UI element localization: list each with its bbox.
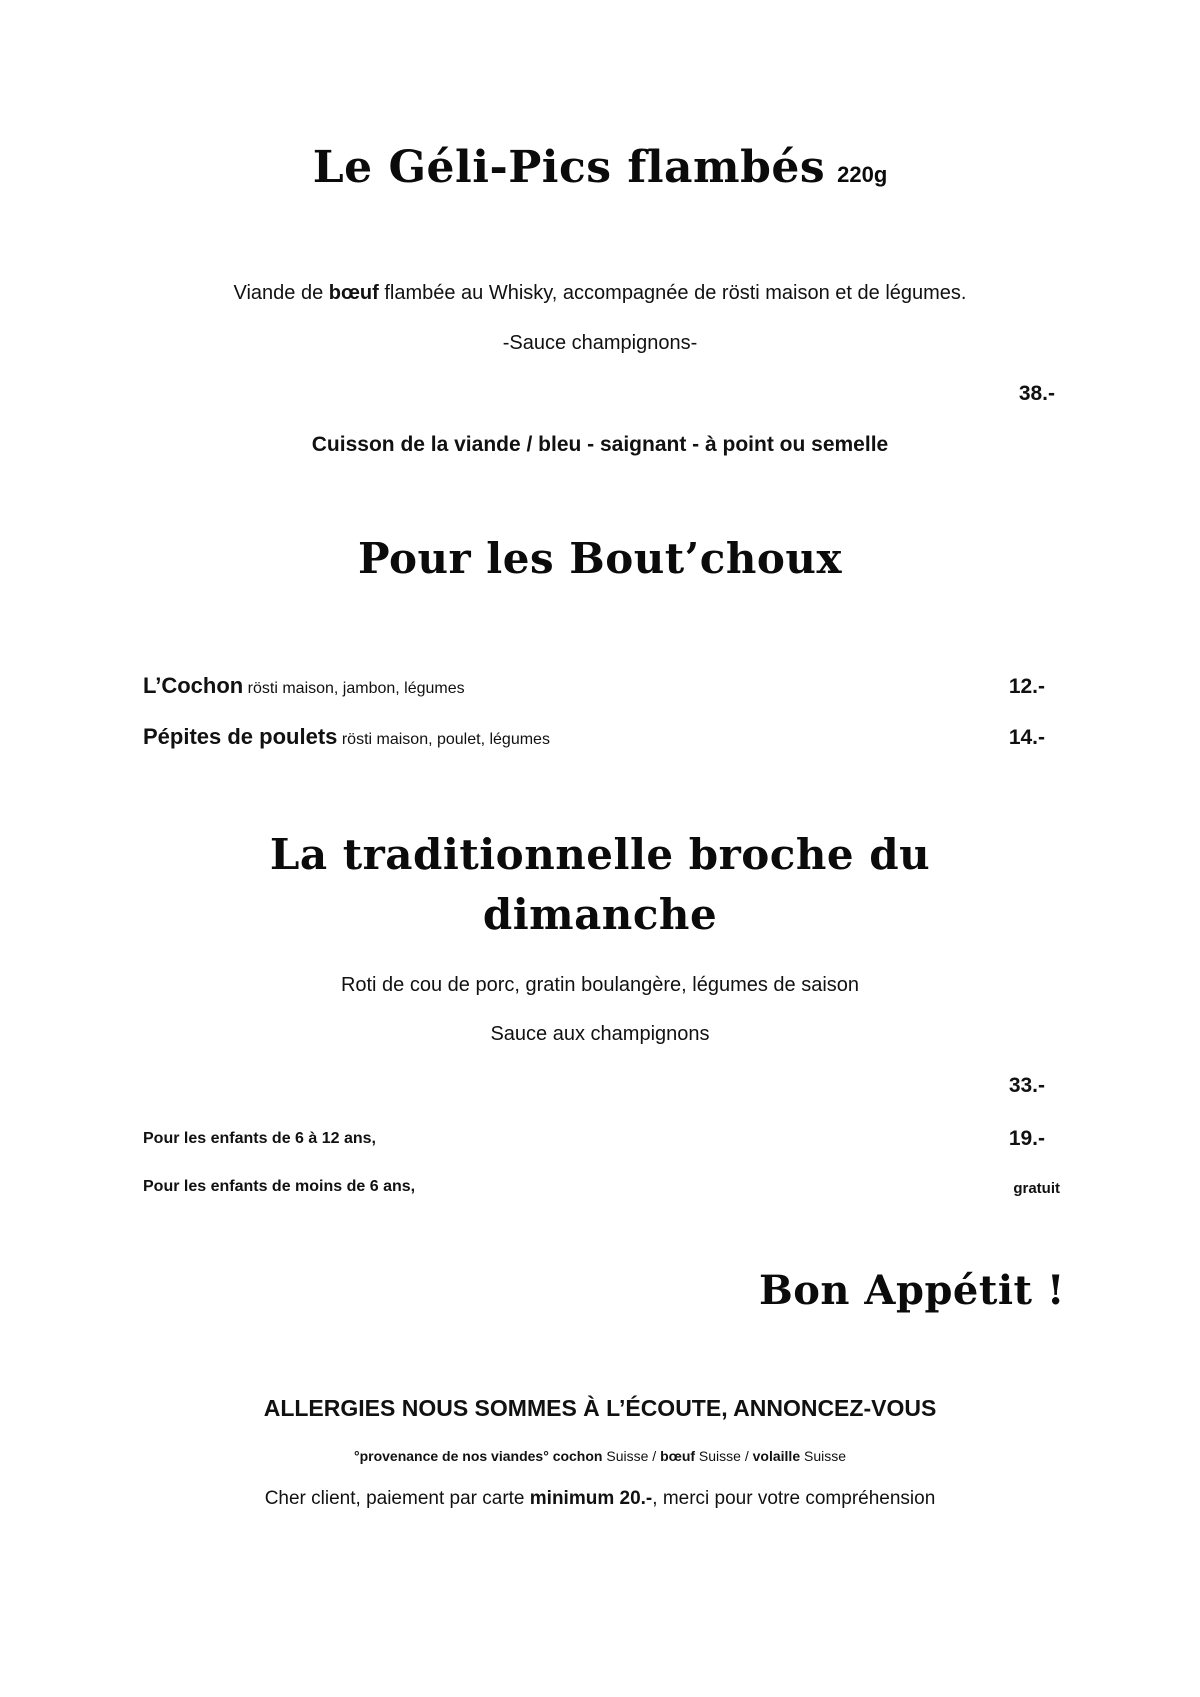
section-title-kids: Pour les Bout’choux <box>358 534 842 583</box>
payment-notice <box>0 1486 1200 1512</box>
sauce-label: -Sauce champignons- <box>502 332 698 354</box>
payment-text-end: , merci pour votre compréhension <box>652 1488 936 1509</box>
description-text: Viande de <box>233 282 329 304</box>
portion-weight: 220g <box>837 162 888 187</box>
item-name: Pépites de poulets <box>143 724 338 749</box>
title-line-2: dimanche <box>482 890 718 939</box>
origin-beef-country: Suisse / <box>695 1448 753 1464</box>
section-title-sunday-roast <box>0 825 1200 945</box>
roast-description: Roti de cou de porc, gratin boulangère, légumes de saison <box>340 974 860 996</box>
origin-pork: cochon <box>552 1448 603 1464</box>
dish-description <box>0 280 1200 306</box>
origin-pork-country: Suisse / <box>602 1448 661 1464</box>
origin-beef: bœuf <box>660 1448 696 1464</box>
item-price: 14.- <box>1008 726 1045 749</box>
dish-price: 38.- <box>1018 382 1055 405</box>
roast-sauce: Sauce aux champignons <box>490 1023 710 1045</box>
item-name: L’Cochon <box>143 673 244 698</box>
item-description: rösti maison, poulet, légumes <box>337 731 550 748</box>
meat-origin <box>0 1446 1200 1466</box>
payment-minimum: minimum 20.- <box>529 1488 653 1509</box>
item-description: rösti maison, jambon, légumes <box>243 680 465 697</box>
section-title-geli-pics <box>0 140 1200 203</box>
origin-poultry-country: Suisse <box>800 1448 847 1464</box>
kids-menu-item <box>143 673 465 699</box>
child-6-12-price: 19.- <box>1008 1127 1045 1150</box>
kids-menu-item <box>143 724 550 750</box>
item-price: 12.- <box>1008 675 1045 698</box>
section-title-text: Le Géli-Pics flambés <box>312 142 826 193</box>
description-bold-meat: bœuf <box>328 282 379 304</box>
child-under-6-price: gratuit <box>1013 1180 1060 1197</box>
title-line-1: La traditionnelle broche du <box>269 830 931 879</box>
child-under-6-label: Pour les enfants de moins de 6 ans, <box>143 1178 416 1195</box>
origin-poultry: volaille <box>752 1448 801 1464</box>
child-6-12-label: Pour les enfants de 6 à 12 ans, <box>143 1130 376 1147</box>
payment-text: Cher client, paiement par carte <box>264 1488 530 1509</box>
bon-appetit: Bon Appétit ! <box>758 1267 1065 1314</box>
cooking-options: Cuisson de la viande / bleu - saignant - à point ou semelle <box>311 433 889 456</box>
origin-label: °provenance de nos viandes° <box>353 1448 549 1464</box>
description-text-end: flambée au Whisky, accompagnée de rösti maison et de légumes. <box>378 282 967 304</box>
allergy-notice: ALLERGIES NOUS SOMMES À L’ÉCOUTE, ANNONCEZ-VOUS <box>263 1395 937 1421</box>
roast-price: 33.- <box>1008 1074 1045 1097</box>
